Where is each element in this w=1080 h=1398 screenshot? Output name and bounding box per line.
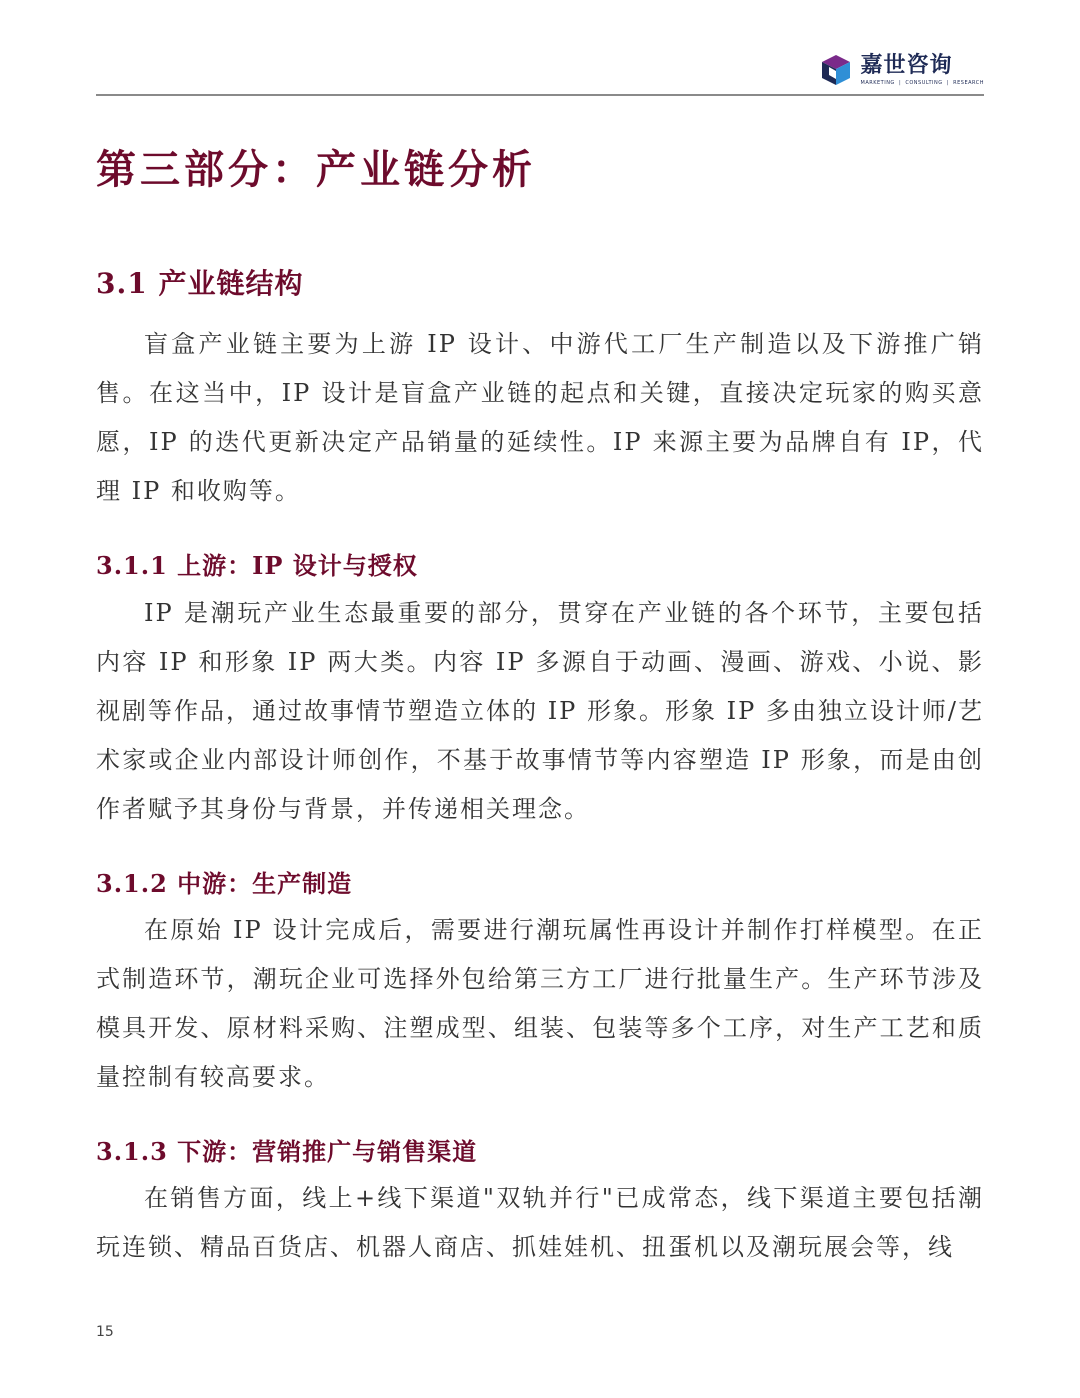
section-heading-3-1-1: 3.1.1 上游：IP 设计与授权 [96, 551, 418, 580]
section-paragraph-3-1-2: 在原始 IP 设计完成后，需要进行潮玩属性再设计并制作打样模型。在正式制造环节，潮玩企业可选择外包给第三方工厂进行批量生产。生产环节涉及模具开发、原材料采购、注塑成型、组装、包装等多个工序，对生产工艺和质量控制有较高要求。 [96, 916, 984, 1091]
logo-name: 嘉世咨询 [860, 53, 953, 78]
company-logo [819, 48, 984, 92]
header-divider [96, 94, 984, 96]
logo-cube-icon [819, 53, 853, 87]
part-title: 第三部分：产业链分析 [96, 146, 536, 193]
page-header [96, 40, 984, 96]
section-heading-3-1-2: 3.1.2 中游：生产制造 [96, 869, 353, 898]
page-number: 15 [96, 1324, 114, 1340]
section-paragraph-3-1: 盲盒产业链主要为上游 IP 设计、中游代工厂生产制造以及下游推广销售。在这当中，IP 设计是盲盒产业链的起点和关键，直接决定玩家的购买意愿，IP 的迭代更新决定产品销量的延续性。IP 来源主要为品牌自有 IP，代理 IP 和收购等。 [96, 330, 984, 505]
section-paragraph-3-1-3: 在销售方面，线上+线下渠道"双轨并行"已成常态，线下渠道主要包括潮玩连锁、精品百货店、机器人商店、抓娃娃机、扭蛋机以及潮玩展会等，线 [96, 1184, 984, 1261]
section-heading-3-1: 3.1 产业链结构 [96, 267, 304, 300]
section-heading-3-1-3: 3.1.3 下游：营销推广与销售渠道 [96, 1137, 478, 1166]
logo-tagline: MARKETING | CONSULTING | RESEARCH [860, 80, 984, 86]
section-paragraph-3-1-1: IP 是潮玩产业生态最重要的部分，贯穿在产业链的各个环节，主要包括内容 IP 和形象 IP 两大类。内容 IP 多源自于动画、漫画、游戏、小说、影视剧等作品，通过故事情节塑造立体的 IP 形象。形象 IP 多由独立设计师/艺术家或企业内部设计师创作，不基于故事情节等内容塑造 IP 形象，而是由创作者赋予其身份与背景，并传递相关理念。 [96, 599, 984, 823]
